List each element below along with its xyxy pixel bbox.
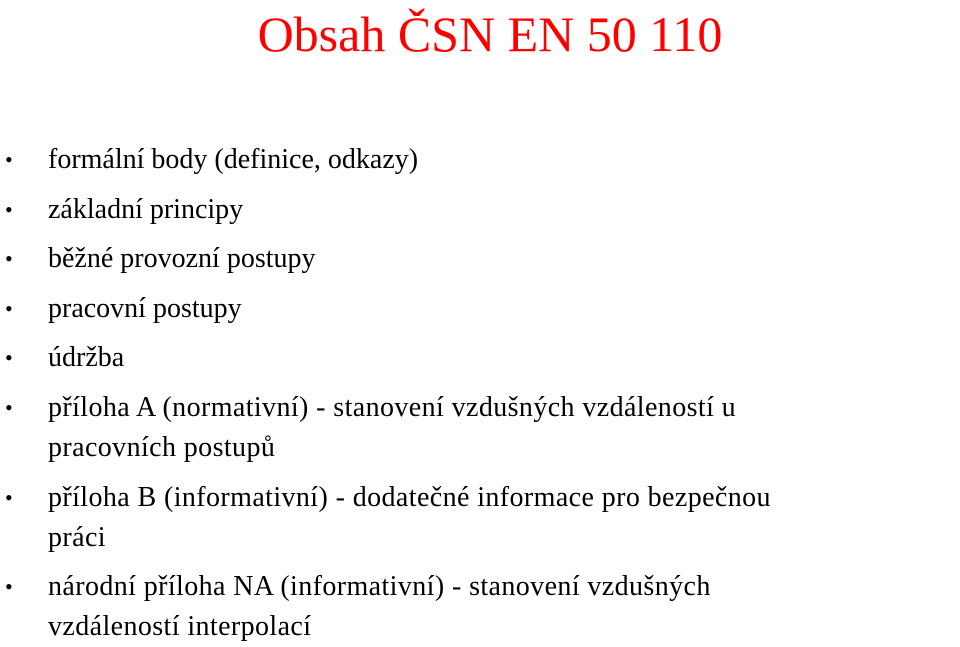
bullet-icon: •: [5, 574, 13, 600]
list-item: [0, 289, 960, 329]
bullet-icon: •: [5, 345, 13, 371]
list-item: [0, 190, 960, 230]
list-item: [0, 478, 960, 558]
list-item-text: příloha B (informativní) - dodatečné informace pro bezpečnou práci: [48, 481, 771, 553]
slide-title: Obsah ČSN EN 50 110: [257, 6, 723, 62]
list-item: [0, 567, 960, 647]
bullet-icon: •: [5, 394, 13, 420]
bullet-icon: •: [5, 196, 13, 222]
list-item-text: formální body (definice, odkazy): [48, 144, 419, 175]
list-item: [0, 140, 960, 180]
list-item: [0, 388, 960, 468]
list-item-text: pracovní postupy: [48, 292, 242, 324]
list-item-text: údržba: [48, 342, 125, 374]
bullet-icon: •: [5, 484, 13, 510]
content-bullet-list: [0, 140, 960, 647]
list-item-text: základní principy: [48, 193, 244, 225]
bullet-icon: •: [5, 246, 13, 272]
list-item: [0, 239, 960, 279]
list-item-text: národní příloha NA (informativní) - stanovení vzdušných vzdáleností interpolací: [48, 571, 711, 643]
bullet-icon: •: [5, 295, 13, 321]
list-item: [0, 338, 960, 378]
list-item-text: běžné provozní postupy: [48, 243, 316, 275]
list-item-text: příloha A (normativní) - stanovení vzdušných vzdáleností u pracovních postupů: [48, 391, 737, 463]
bullet-icon: •: [5, 147, 13, 172]
